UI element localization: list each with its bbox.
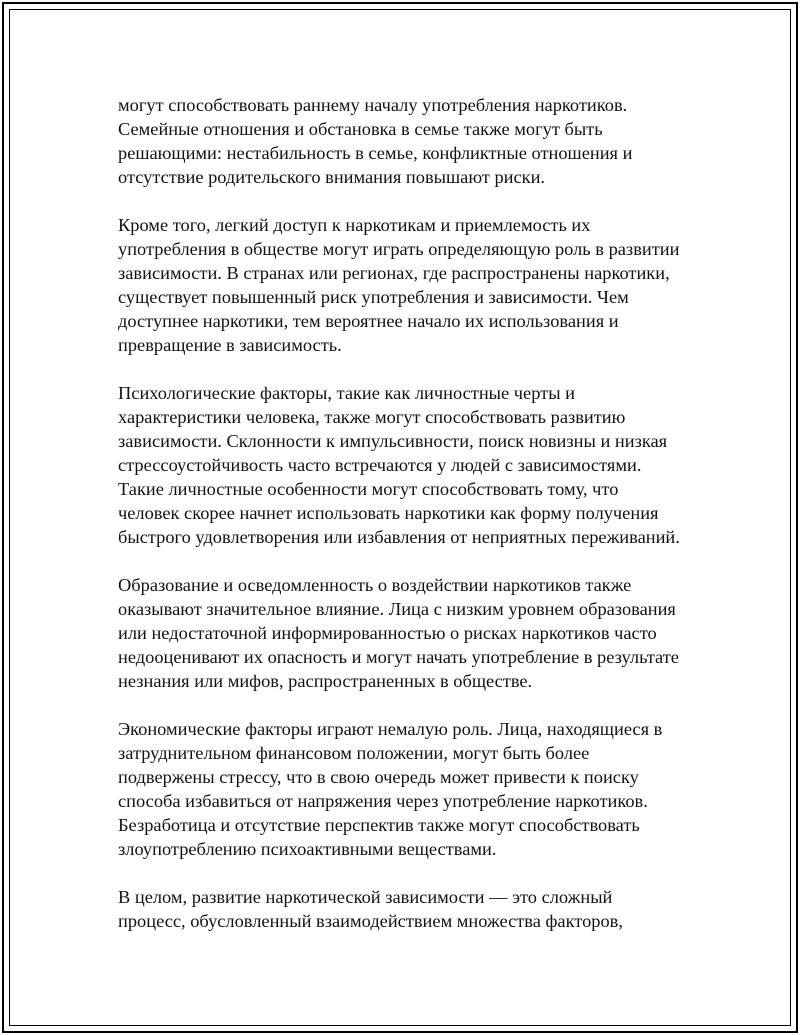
text-line: характеристики человека, также могут способствовать развитию xyxy=(118,407,626,427)
text-line: стрессоустойчивость часто встречаются у людей с зависимостями. xyxy=(118,455,642,475)
text-line: зависимости. Склонности к импульсивности, поиск новизны и низкая xyxy=(118,431,668,451)
text-line: превращение в зависимость. xyxy=(118,335,342,355)
text-line: недооценивают их опасность и могут начать употребление в результате xyxy=(118,647,679,667)
document-body xyxy=(118,93,708,957)
text-line: зависимости. В странах или регионах, где распространены наркотики, xyxy=(118,263,670,283)
text-line: Семейные отношения и обстановка в семье также могут быть xyxy=(118,119,603,139)
text-line: решающими: нестабильность в семье, конфликтные отношения и xyxy=(118,143,633,163)
paragraph xyxy=(118,885,708,933)
text-line: процесс, обусловленный взаимодействием множества факторов, xyxy=(118,911,623,931)
text-line: Экономические факторы играют немалую роль. Лица, находящиеся в xyxy=(118,719,663,739)
text-line: могут способствовать раннему началу употребления наркотиков. xyxy=(118,95,628,115)
text-line: или недостаточной информированностью о рисках наркотиков часто xyxy=(118,623,657,643)
paragraph xyxy=(118,573,708,693)
text-line: Такие личностные особенности могут способствовать тому, что xyxy=(118,479,619,499)
text-line: Безработица и отсутствие перспектив также могут способствовать xyxy=(118,815,640,835)
text-line: доступнее наркотики, тем вероятнее начало их использования и xyxy=(118,311,619,331)
text-line: отсутствие родительского внимания повышают риски. xyxy=(118,167,546,187)
text-line: В целом, развитие наркотической зависимости — это сложный xyxy=(118,887,613,907)
text-line: быстрого удовлетворения или избавления от неприятных переживаний. xyxy=(118,527,680,547)
text-line: затруднительном финансовом положении, могут быть более xyxy=(118,743,590,763)
text-line: Образование и осведомленность о воздействии наркотиков также xyxy=(118,575,632,595)
text-line: употребления в обществе могут играть определяющую роль в развитии xyxy=(118,239,680,259)
paragraph xyxy=(118,213,708,357)
text-line: Психологические факторы, такие как личностные черты и xyxy=(118,383,575,403)
text-line: злоупотреблению психоактивными веществами. xyxy=(118,839,497,859)
text-line: Кроме того, легкий доступ к наркотикам и приемлемость их xyxy=(118,215,591,235)
text-line: оказывают значительное влияние. Лица с низким уровнем образования xyxy=(118,599,676,619)
paragraph xyxy=(118,717,708,861)
paragraph xyxy=(118,93,708,189)
text-line: незнания или мифов, распространенных в обществе. xyxy=(118,671,533,691)
text-line: существует повышенный риск употребления и зависимости. Чем xyxy=(118,287,629,307)
text-line: подвержены стрессу, что в свою очередь может привести к поиску xyxy=(118,767,639,787)
text-line: человек скорее начнет использовать наркотики как форму получения xyxy=(118,503,659,523)
paragraph xyxy=(118,381,708,549)
text-line: способа избавиться от напряжения через употребление наркотиков. xyxy=(118,791,648,811)
